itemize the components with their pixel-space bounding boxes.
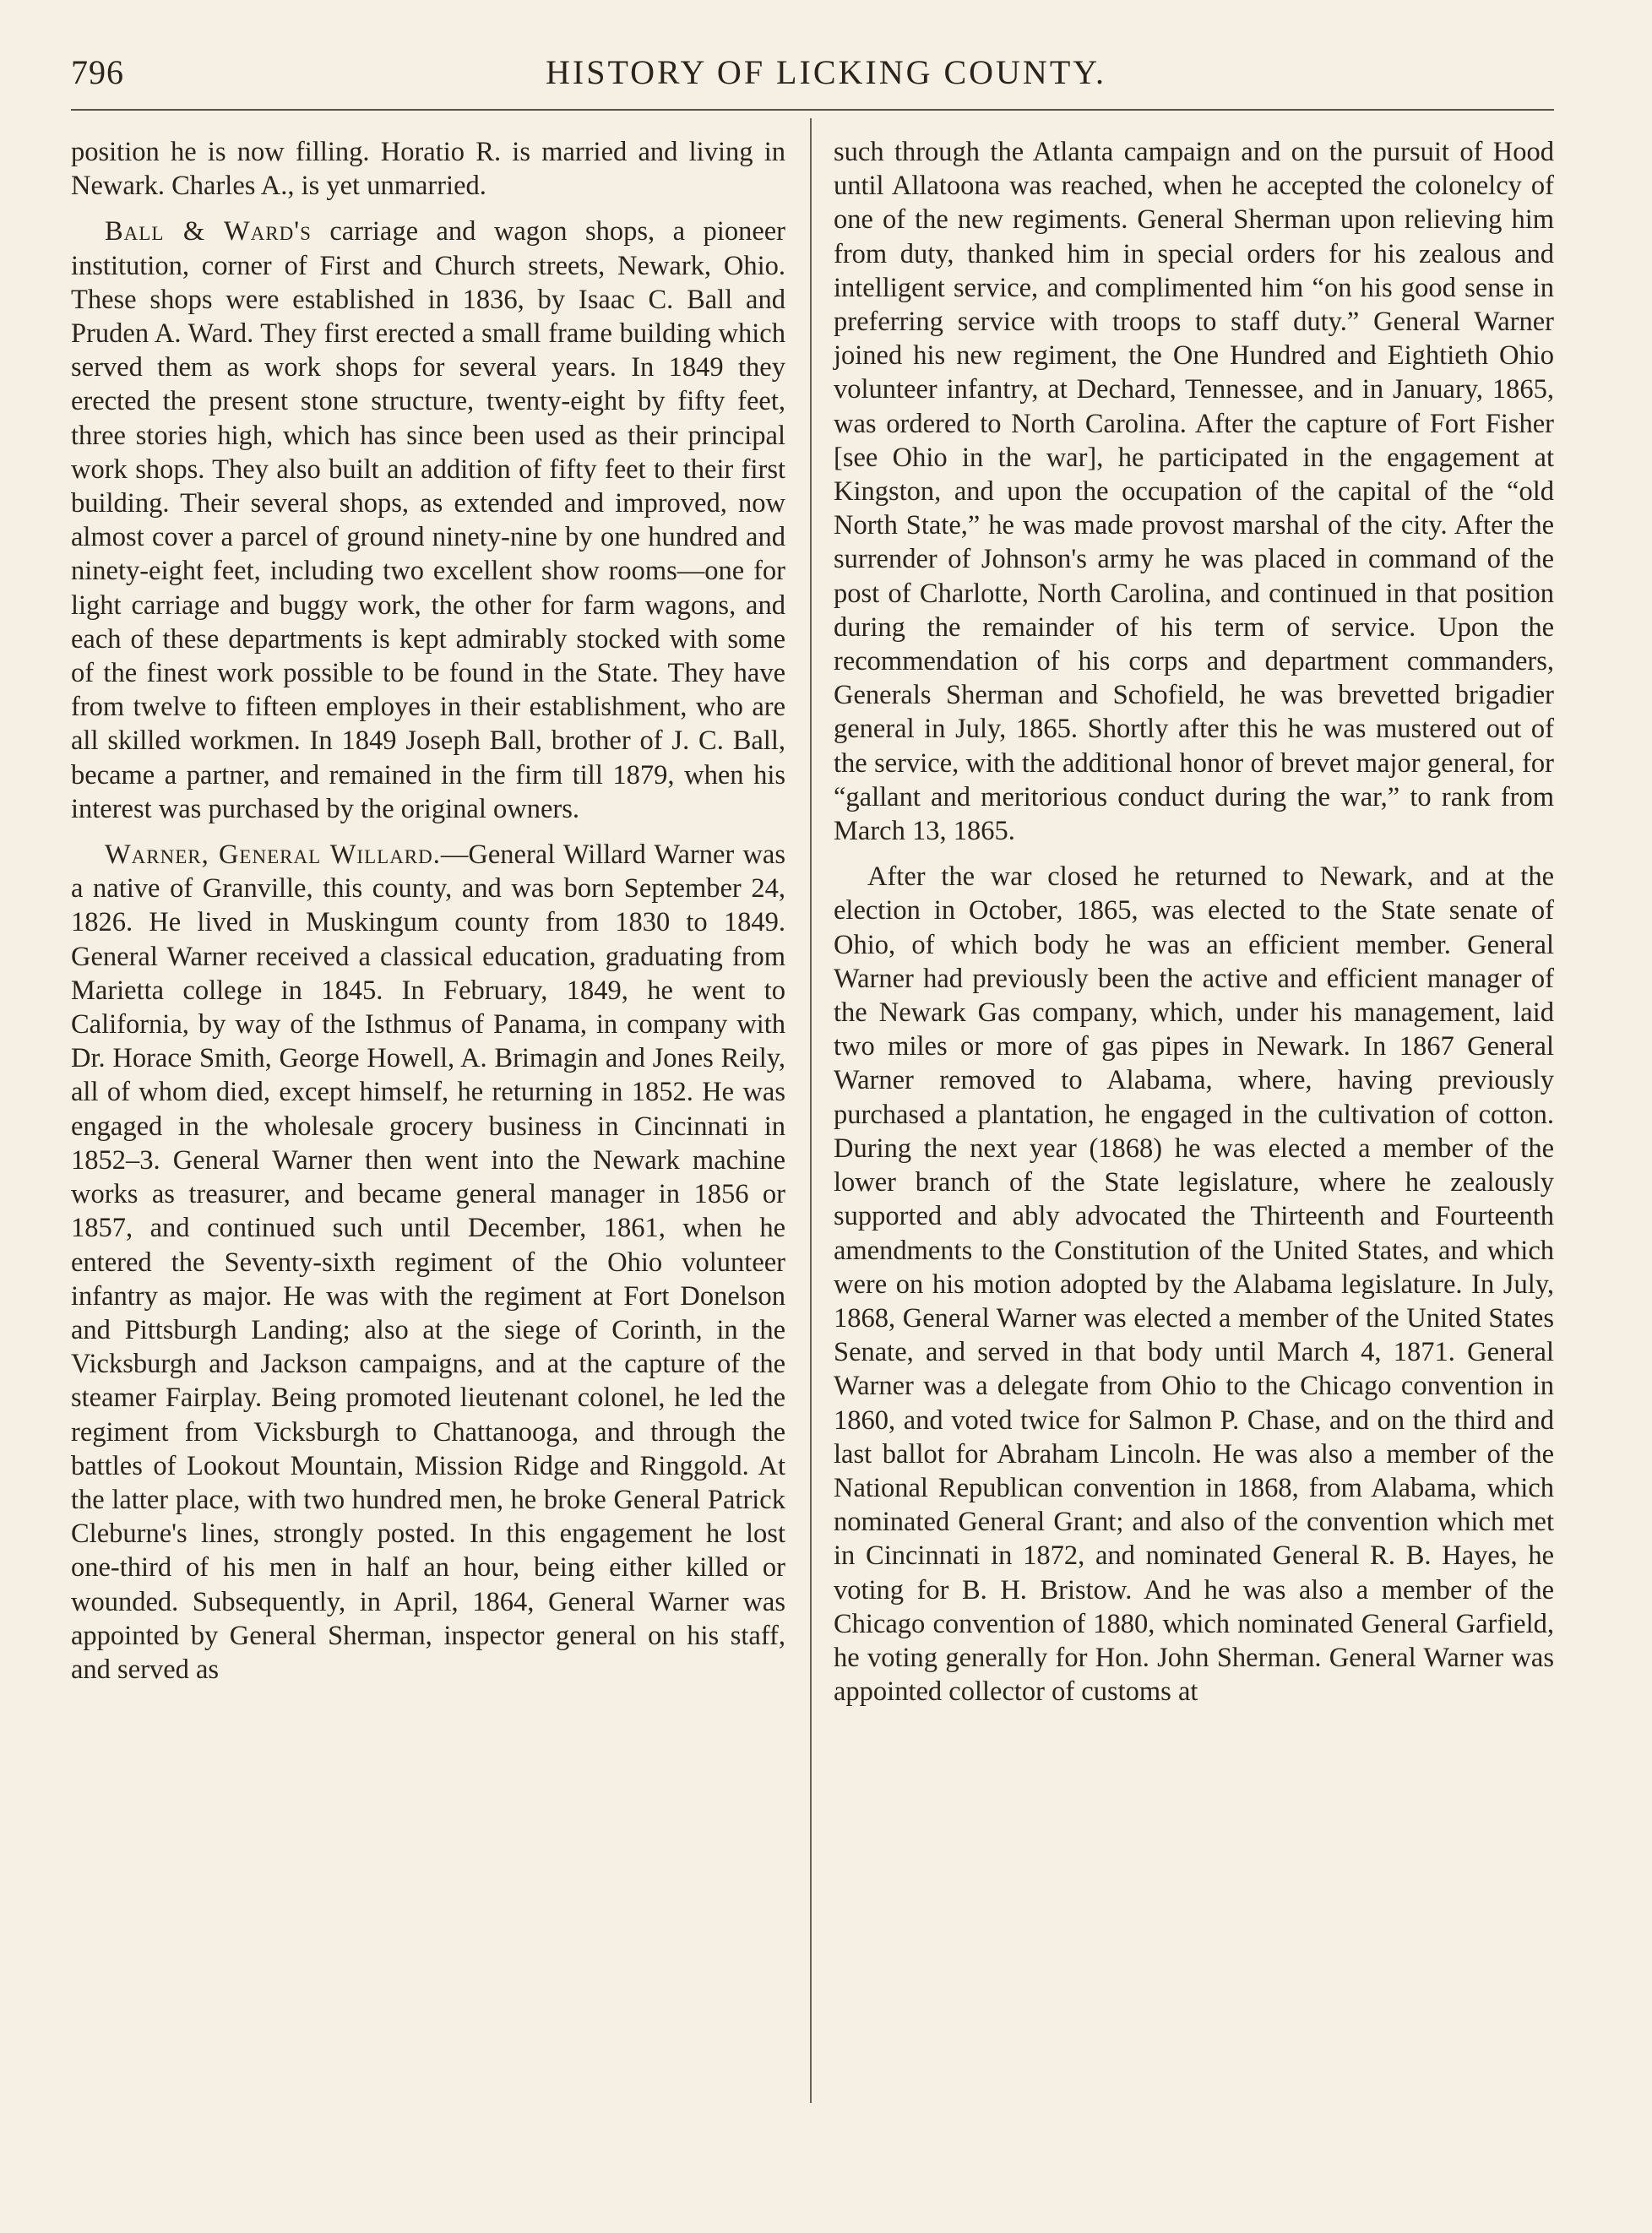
paragraph-after-war: After the war closed he returned to Newark, and at the election in October, 1865, was elected to the State senate of Ohio, of which body he was an efficient member. General Warner had previously been the active and efficient manager of the Newark Gas company, which, under his management, laid two miles or more of gas pipes in Newark. In 1867 General Warner removed to Alabama, where, having previously purchased a plantation, he engaged in the cultivation of cotton. During the next year (1868) he was elected a member of the lower branch of the State legislature, where he zealously supported and ably advocated the Thirteenth and Fourteenth amendments to the Constitution of the United States, and which were on his motion adopted by the Alabama legislature. In July, 1868, General Warner was elected a member of the United States Senate, and served in that body until March 4, 1871. General Warner was a delegate from Ohio to the Chicago convention in 1860, and voted twice for Salmon P. Chase, and on the third and last ballot for Abraham Lincoln. He was also a member of the National Republican convention in 1868, from Alabama, which nominated General Grant; and also of the convention which met in Cincinnati in 1872, and nominated General R. B. Hayes, he voting for B. H. Bristow. And he was also a member of the Chicago convention of 1880, which nominated General Garfield, he voting generally for Hon. John Sherman. General Warner was appointed collector of customs at [834, 861, 1554, 1708]
paragraph-warner [71, 838, 785, 1687]
entry-heading-ball-ward: Ball & Ward's [105, 216, 312, 247]
paragraph-ball-ward [71, 215, 785, 826]
left-column [71, 135, 785, 1687]
running-head [0, 52, 1652, 103]
paragraph-warner-text: —General Willard Warner was a native of Granville, this county, and was born September 24, 1826. He lived in Muskingum county from 1830 to 1849. General Warner received a classical education, graduating from Marietta college in 1845. In February, 1849, he went to California, by way of the Isthmus of Panama, in company with Dr. Horace Smith, George Howell, A. Brimagin and Jones Reily, all of whom died, except himself, he returning in 1852. He was engaged in the wholesale grocery business in Cincinnati in 1852–3. General Warner then went into the Newark machine works as treasurer, and became general manager in 1856 or 1857, and continued such until December, 1861, when he entered the Seventy-sixth regiment of the Ohio volunteer infantry as major. He was with the regiment at Fort Donelson and Pittsburgh Landing; also at the siege of Corinth, in the Vicksburgh and Jackson campaigns, and at the capture of the steamer Fairplay. Being promoted lieutenant colonel, he led the regiment from Vicksburgh to Chattanooga, and through the battles of Lookout Mountain, Mission Ridge and Ringgold. At the latter place, with two hundred men, he broke General Patrick Cleburne's lines, strongly posted. In this engagement he lost one-third of his men in half an hour, being either killed or wounded. Subsequently, in April, 1864, General Warner was appointed by General Sherman, inspector general on his staff, and served as [71, 839, 785, 1685]
paragraph-continuation: position he is now filling. Horatio R. is married and living in Newark. Charles A., is yet unmarried. [71, 137, 785, 202]
page-title: HISTORY OF LICKING COUNTY. [546, 53, 1106, 91]
page-number: 796 [71, 53, 124, 91]
paragraph-warner-continued: such through the Atlanta campaign and on the pursuit of Hood until Allatoona was reached, when he accepted the colonelcy of one of the new regiments. General Sherman upon relieving him from duty, thanked him in special orders for his zealous and intelligent service, and complimented him “on his good sense in preferring service with troops to staff duty.” General Warner joined his new regiment, the One Hundred and Eightieth Ohio volunteer infantry, at Dechard, Tennessee, and in January, 1865, was ordered to North Carolina. After the capture of Fort Fisher [see Ohio in the war], he participated in the engagement at Kingston, and upon the occupation of the capital of the “old North State,” he was made provost marshal of the city. After the surrender of Johnson's army he was placed in command of the post of Charlotte, North Carolina, and continued in that position during the remainder of his term of service. Upon the recommendation of his corps and department commanders, Generals Sherman and Schofield, he was brevetted brigadier general in July, 1865. Shortly after this he was mustered out of the service, with the additional honor of brevet major general, for “gallant and meritorious conduct during the war,” to rank from March 13, 1865. [834, 137, 1554, 847]
column-divider [810, 118, 812, 2103]
paragraph-ball-ward-text: carriage and wagon shops, a pioneer institution, corner of First and Church streets, Newark, Ohio. These shops were established in 1836, by Isaac C. Ball and Pruden A. Ward. They first erected a small frame building which served them as work shops for several years. In 1849 they erected the present stone structure, twenty-eight by fifty feet, three stories high, which has since been used as their principal work shops. They also built an addition of fifty feet to their first building. Their several shops, as extended and improved, now almost cover a parcel of ground ninety-nine by one hundred and ninety-eight feet, including two excellent show rooms—one for light carriage and buggy work, the other for farm wagons, and each of these departments is kept admirably stocked with some of the finest work possible to be found in the State. They have from twelve to fifteen employes in their establishment, who are all skilled workmen. In 1849 Joseph Ball, brother of J. C. Ball, became a partner, and remained in the firm till 1879, when his interest was purchased by the original owners. [71, 216, 785, 824]
entry-heading-warner: Warner, General Willard. [105, 839, 441, 871]
header-rule [71, 109, 1554, 111]
right-column [834, 135, 1554, 1709]
